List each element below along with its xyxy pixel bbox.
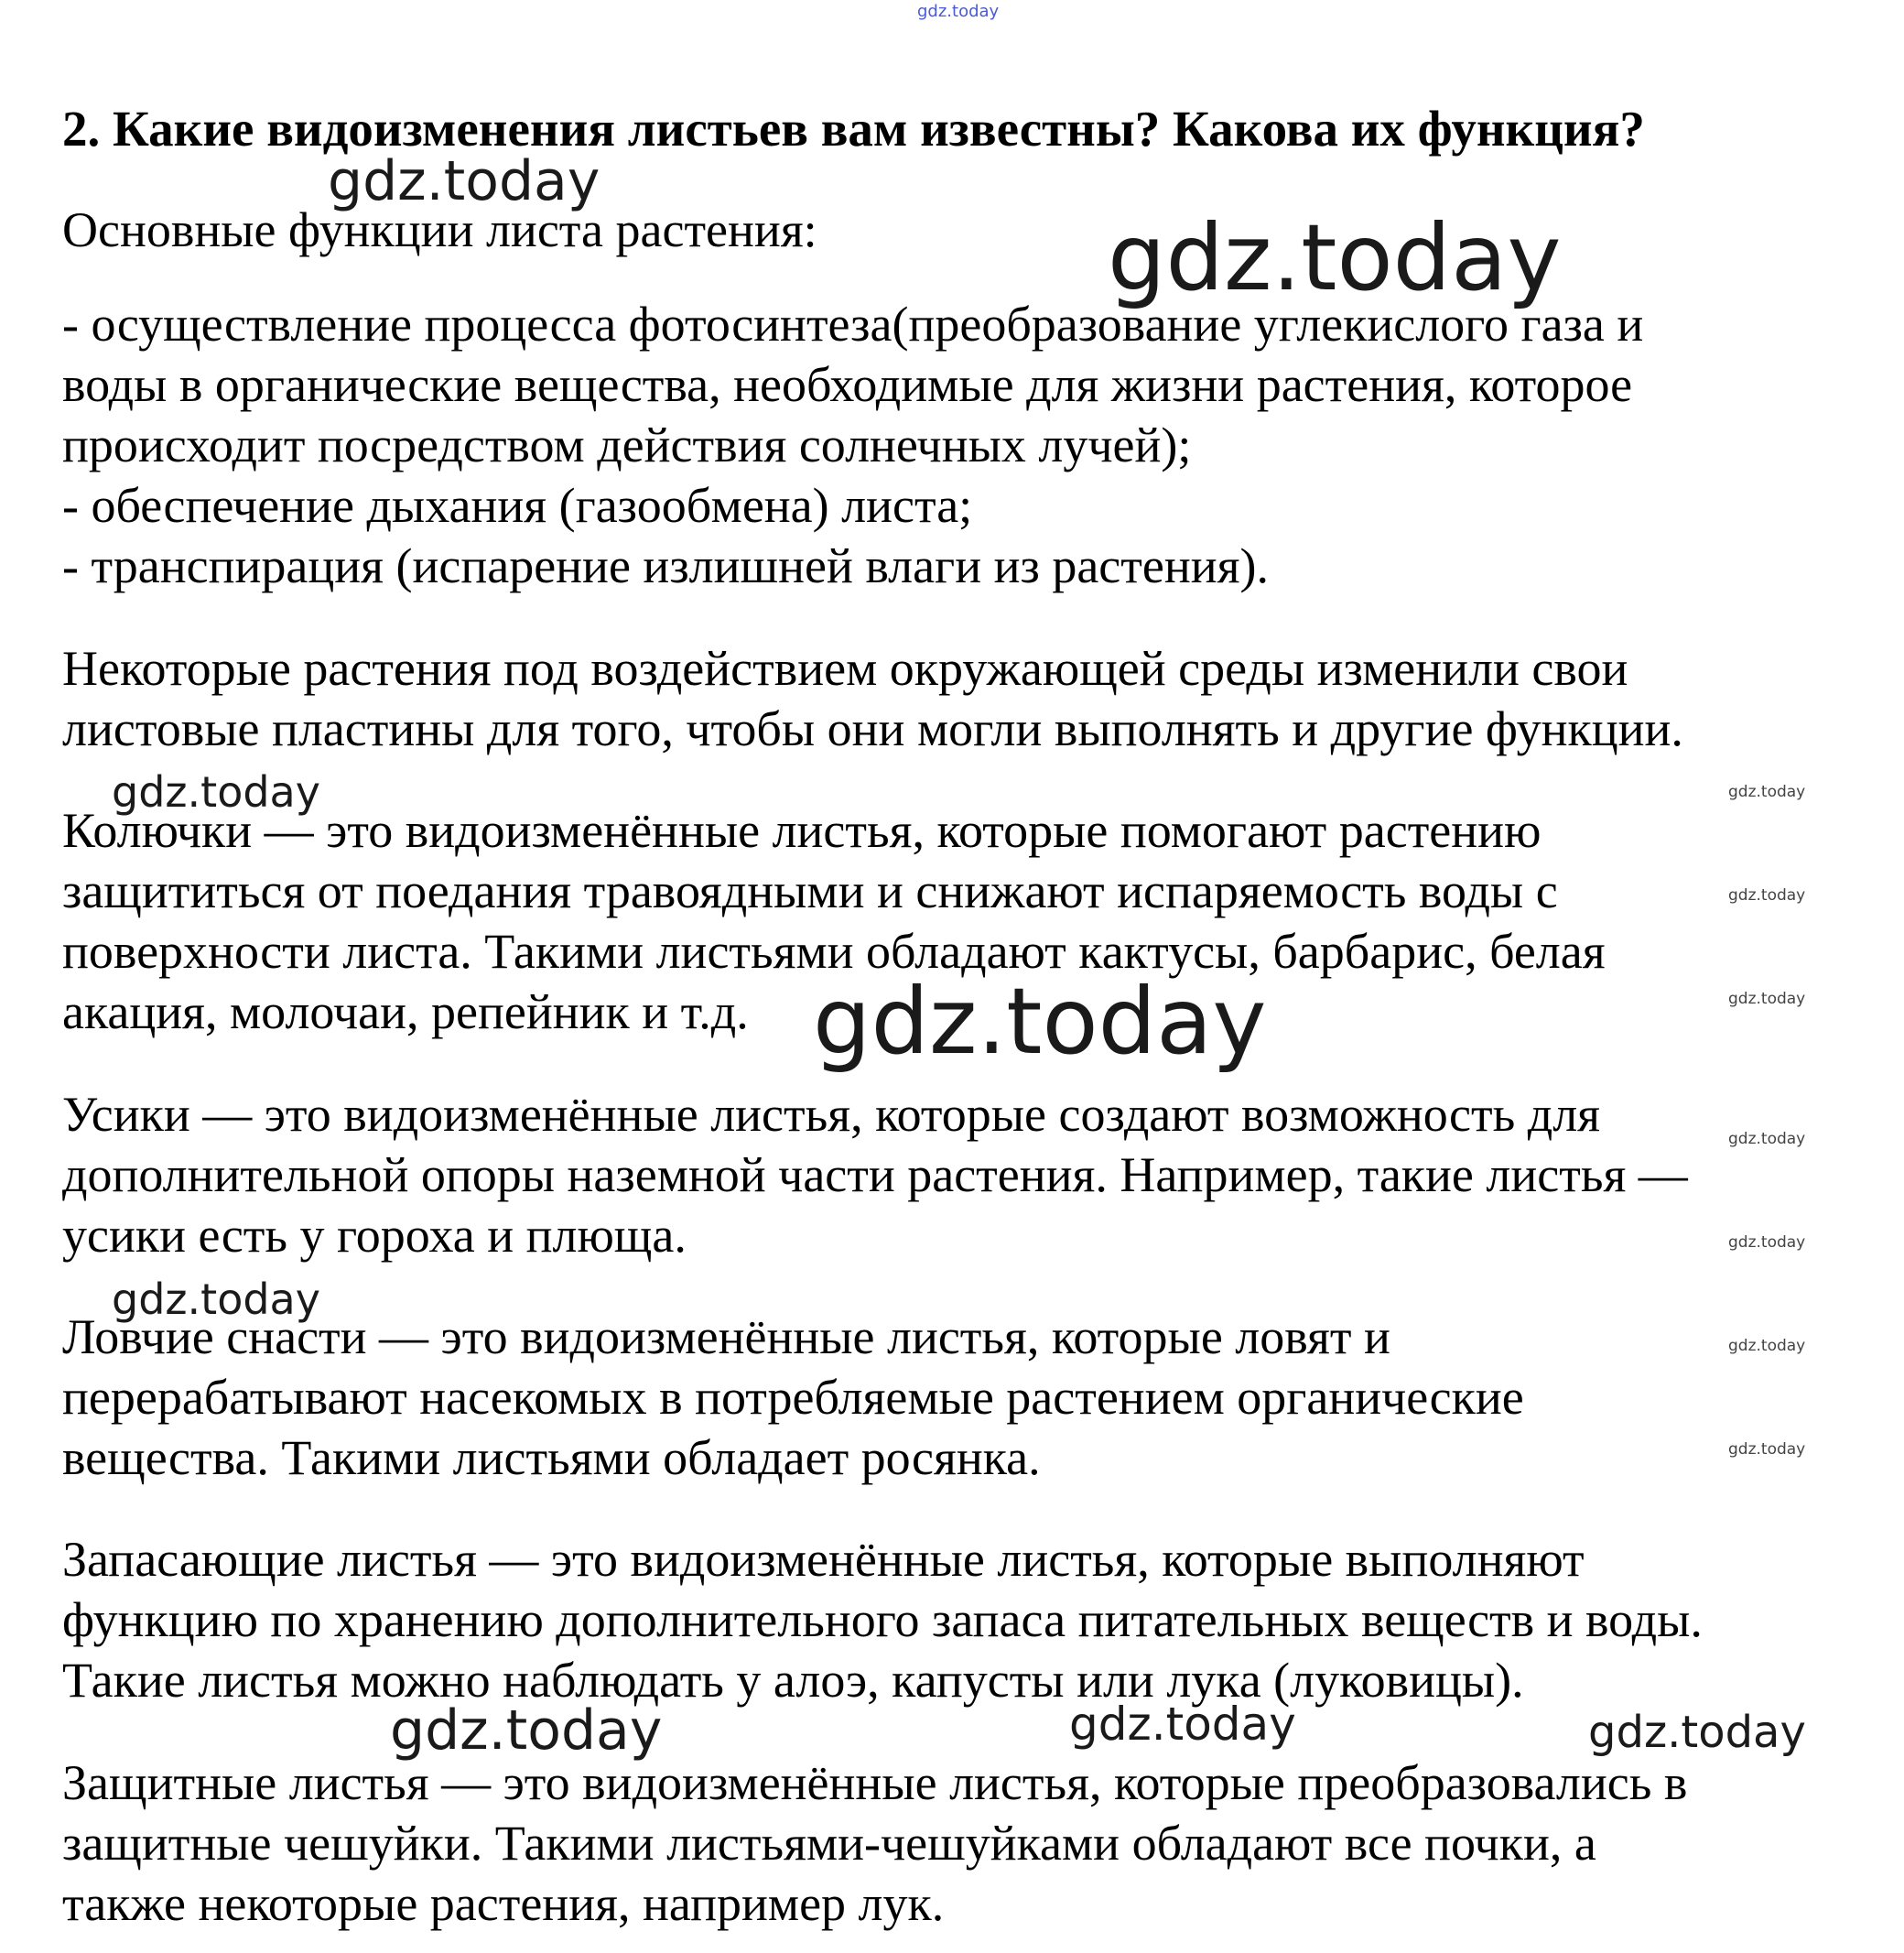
text-line: - транспирация (испарение излишней влаги из растения). <box>62 538 1269 593</box>
watermark: gdz.today <box>112 1275 320 1324</box>
text-line: функцию по хранению дополнительного запаса питательных веществ и воды. <box>62 1592 1703 1647</box>
text-line: акация, молочаи, репейник и т.д. <box>62 984 749 1039</box>
text-line: поверхности листа. Такими листьями обладают кактусы, барбарис, белая <box>62 924 1606 979</box>
watermark-small: gdz.today <box>1728 886 1806 905</box>
text-line: листовые пластины для того, чтобы они могли выполнять и другие функции. <box>62 701 1683 756</box>
watermark: gdz.today <box>112 767 320 817</box>
text-line: происходит посредством действия солнечных лучей); <box>62 418 1192 472</box>
watermark: gdz.today <box>390 1698 663 1763</box>
watermark-small: gdz.today <box>1728 1130 1806 1148</box>
watermark-small: gdz.today <box>1728 783 1806 801</box>
text-line: Защитные листья — это видоизменённые листья, которые преобразовались в <box>62 1755 1688 1810</box>
watermark-small: gdz.today <box>1728 1233 1806 1252</box>
text-line: перерабатывают насекомых в потребляемые растением органические <box>62 1370 1524 1425</box>
text-line: Запасающие листья — это видоизменённые листья, которые выполняют <box>62 1532 1585 1587</box>
text-line: Основные функции листа растения: <box>62 202 817 257</box>
text-line: усики есть у гороха и плюща. <box>62 1208 687 1263</box>
text-line: также некоторые растения, например лук. <box>62 1876 945 1931</box>
text-line: защитные чешуйки. Такими листьями-чешуйками обладают все почки, а <box>62 1816 1596 1871</box>
watermark-small: gdz.today <box>1728 990 1806 1008</box>
watermark: gdz.today <box>813 968 1267 1075</box>
text-line: дополнительной опоры наземной части растения. Например, такие листья — <box>62 1147 1688 1202</box>
watermark: gdz.today <box>1588 1707 1806 1758</box>
watermark: gdz.today <box>1069 1698 1296 1751</box>
text-line: - осуществление процесса фотосинтеза(преобразование углекислого газа и <box>62 297 1644 352</box>
text-line: вещества. Такими листьями обладает росянка. <box>62 1430 1041 1485</box>
text-line: воды в органические вещества, необходимые для жизни растения, которое <box>62 357 1633 412</box>
watermark: gdz.today <box>328 149 600 213</box>
text-line: Колючки — это видоизменённые листья, которые помогают растению <box>62 803 1542 858</box>
text-line: - обеспечение дыхания (газообмена) листа; <box>62 478 973 533</box>
watermark-top: gdz.today <box>917 2 1000 21</box>
text-line: Некоторые растения под воздействием окружающей среды изменили свои <box>62 641 1628 696</box>
text-line: Ловчие снасти — это видоизменённые листья, которые ловят и <box>62 1309 1390 1364</box>
watermark: gdz.today <box>1108 204 1562 311</box>
question-heading: 2. Какие видоизменения листьев вам известны? Какова их функция? <box>62 101 1645 157</box>
text-line: Усики — это видоизменённые листья, которые создают возможность для <box>62 1087 1601 1142</box>
text-line: Такие листья можно наблюдать у алоэ, капусты или лука (луковицы). <box>62 1653 1524 1708</box>
watermark-small: gdz.today <box>1728 1440 1806 1459</box>
text-line: защититься от поедания травоядными и снижают испаряемость воды с <box>62 863 1558 918</box>
watermark-small: gdz.today <box>1728 1337 1806 1355</box>
